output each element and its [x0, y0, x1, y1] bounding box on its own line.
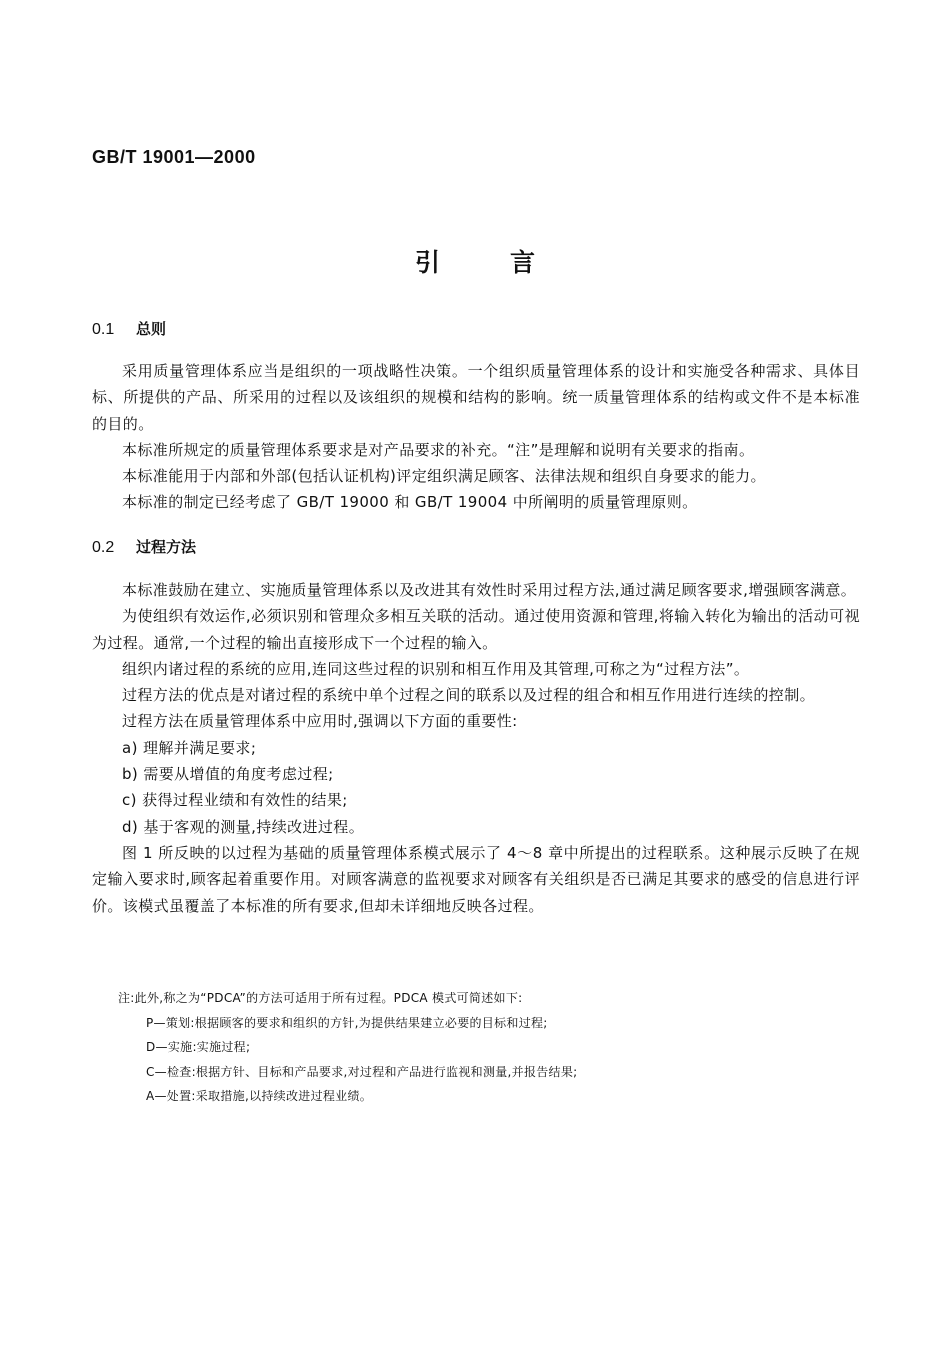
- list-item: b) 需要从增值的角度考虑过程;: [122, 765, 334, 784]
- paragraph: 采用质量管理体系应当是组织的一项战略性决策。一个组织质量管理体系的设计和实施受各种需求、具体目标、所提供的产品、所采用的过程以及该组织的规模和结构的影响。统一质量管理体系的结构或文件不是本标准的目的。: [92, 362, 860, 433]
- paragraph: 本标准鼓励在建立、实施质量管理体系以及改进其有效性时采用过程方法,通过满足顾客要求,增强顾客满意。: [122, 581, 857, 599]
- paragraph: 本标准所规定的质量管理体系要求是对产品要求的补充。“注”是理解和说明有关要求的指南。: [122, 440, 755, 459]
- note-item: D—实施:实施过程;: [146, 1040, 251, 1054]
- section-number: 0.1: [92, 321, 115, 338]
- section-heading-general: [92, 318, 166, 339]
- section-title: 总则: [136, 320, 167, 338]
- list-item: d) 基于客观的测量,持续改进过程。: [122, 817, 365, 836]
- list-item: a) 理解并满足要求;: [122, 738, 257, 757]
- note-item: P—策划:根据顾客的要求和组织的方针,为提供结果建立必要的目标和过程;: [146, 1015, 548, 1030]
- paragraph: 过程方法的优点是对诸过程的系统中单个过程之间的联系以及过程的组合和相互作用进行连续的控制。: [122, 686, 816, 705]
- paragraph: 组织内诸过程的系统的应用,连同这些过程的识别和相互作用及其管理,可称之为“过程方法”。: [122, 659, 750, 678]
- list-item: c) 获得过程业绩和有效性的结果;: [122, 791, 348, 810]
- paragraph: 为使组织有效运作,必须识别和管理众多相互关联的活动。通过使用资源和管理,将输入转化为输出的活动可视为过程。通常,一个过程的输出直接形成下一个过程的输入。: [92, 607, 860, 652]
- note-intro: 注:此外,称之为“PDCA”的方法可适用于所有过程。PDCA 模式可简述如下:: [118, 991, 523, 1005]
- standard-number: GB/T 19001—2000: [92, 147, 256, 167]
- note-item: C—检查:根据方针、目标和产品要求,对过程和产品进行监视和测量,并报告结果;: [146, 1064, 578, 1079]
- note-item: A—处置:采取措施,以持续改进过程业绩。: [146, 1089, 373, 1103]
- section-title: 过程方法: [136, 538, 197, 556]
- section-number: 0.2: [92, 539, 115, 556]
- paragraph: 过程方法在质量管理体系中应用时,强调以下方面的重要性:: [122, 712, 518, 731]
- page-title: 引言: [414, 248, 605, 277]
- paragraph: 本标准能用于内部和外部(包括认证机构)评定组织满足顾客、法律法规和组织自身要求的能力。: [122, 467, 766, 486]
- section-body-process-approach: [92, 577, 860, 919]
- note-pdca: [118, 986, 860, 1109]
- paragraph: 图 1 所反映的以过程为基础的质量管理体系模式展示了 4～8 章中所提出的过程联系。这种展示反映了在规定输入要求时,顾客起着重要作用。对顾客满意的监视要求对顾客有关组织是否已满足其要求的感受的信息进行评价。该模式虽覆盖了本标准的所有要求,但却未详细地反映各过程。: [92, 843, 860, 915]
- paragraph: 本标准的制定已经考虑了 GB/T 19000 和 GB/T 19004 中所阐明的质量管理原则。: [122, 493, 698, 512]
- section-body-general: [92, 358, 860, 516]
- section-heading-process-approach: [92, 536, 196, 557]
